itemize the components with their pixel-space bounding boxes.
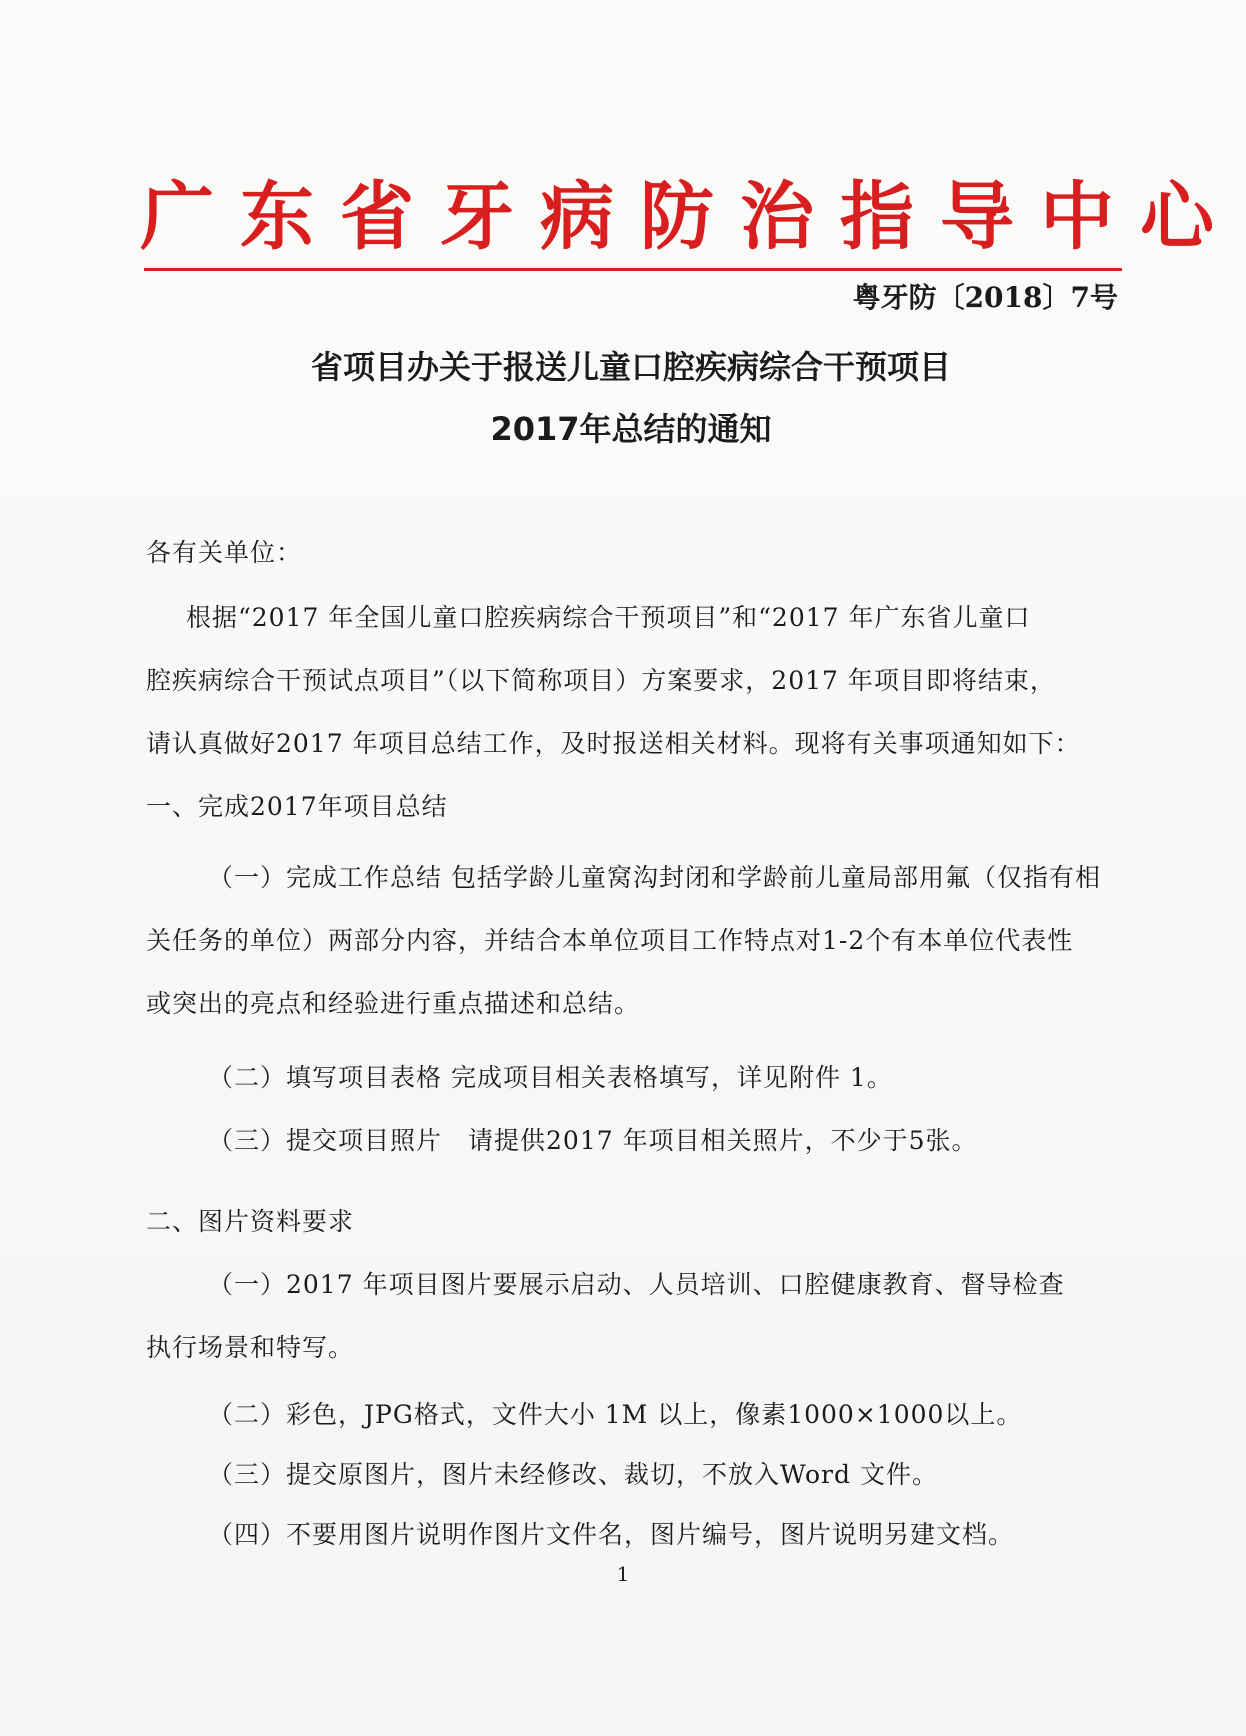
notice-title [140, 336, 1122, 460]
section-1-heading: 一、完成2017年项目总结 [146, 792, 448, 821]
intro-line-1: 根据“2017 年全国儿童口腔疾病综合干预项目”和“2017 年广东省儿童口 [186, 603, 1031, 632]
header-red-rule [144, 268, 1122, 271]
section-2-heading: 二、图片资料要求 [146, 1207, 355, 1236]
section-2-item-3: （三）提交原图片，图片未经修改、裁切，不放入Word 文件。 [208, 1460, 938, 1489]
section-1-item-1-line-1: （一）完成工作总结 包括学龄儿童窝沟封闭和学龄前儿童局部用氟（仅指有相 [208, 863, 1101, 892]
section-1-item-1-line-2: 关任务的单位）两部分内容，并结合本单位项目工作特点对1-2个有本单位代表性 [146, 926, 1074, 955]
org-header-title: 广东省牙病防治指导中心 [140, 174, 1240, 260]
intro-line-3: 请认真做好2017 年项目总结工作，及时报送相关材料。现将有关事项通知如下： [146, 729, 1081, 758]
section-1-item-1-line-3: 或突出的亮点和经验进行重点描述和总结。 [146, 989, 641, 1018]
section-2-item-1-line-1: （一）2017 年项目图片要展示启动、人员培训、口腔健康教育、督导检查 [208, 1270, 1065, 1299]
section-2-item-2: （二）彩色，JPG格式，文件大小 1M 以上，像素1000×1000以上。 [208, 1400, 1023, 1429]
section-2-item-1-line-2: 执行场景和特写。 [146, 1333, 355, 1362]
notice-title-line-2: 2017年总结的通知 [490, 410, 772, 448]
section-2-item-4: （四）不要用图片说明作图片文件名，图片编号，图片说明另建文档。 [208, 1520, 1015, 1549]
notice-title-line-1: 省项目办关于报送儿童口腔疾病综合干预项目 [310, 348, 951, 386]
salutation: 各有关单位： [146, 538, 303, 567]
section-1-item-2: （二）填写项目表格 完成项目相关表格填写，详见附件 1。 [208, 1063, 893, 1092]
page-number: 1 [616, 1562, 630, 1586]
document-number: 粤牙防〔2018〕7号 [852, 281, 1118, 314]
section-1-item-3: （三）提交项目照片 请提供2017 年项目相关照片，不少于5张。 [208, 1126, 978, 1155]
intro-line-2: 腔疾病综合干预试点项目”（以下简称项目）方案要求，2017 年项目即将结束， [146, 666, 1056, 695]
